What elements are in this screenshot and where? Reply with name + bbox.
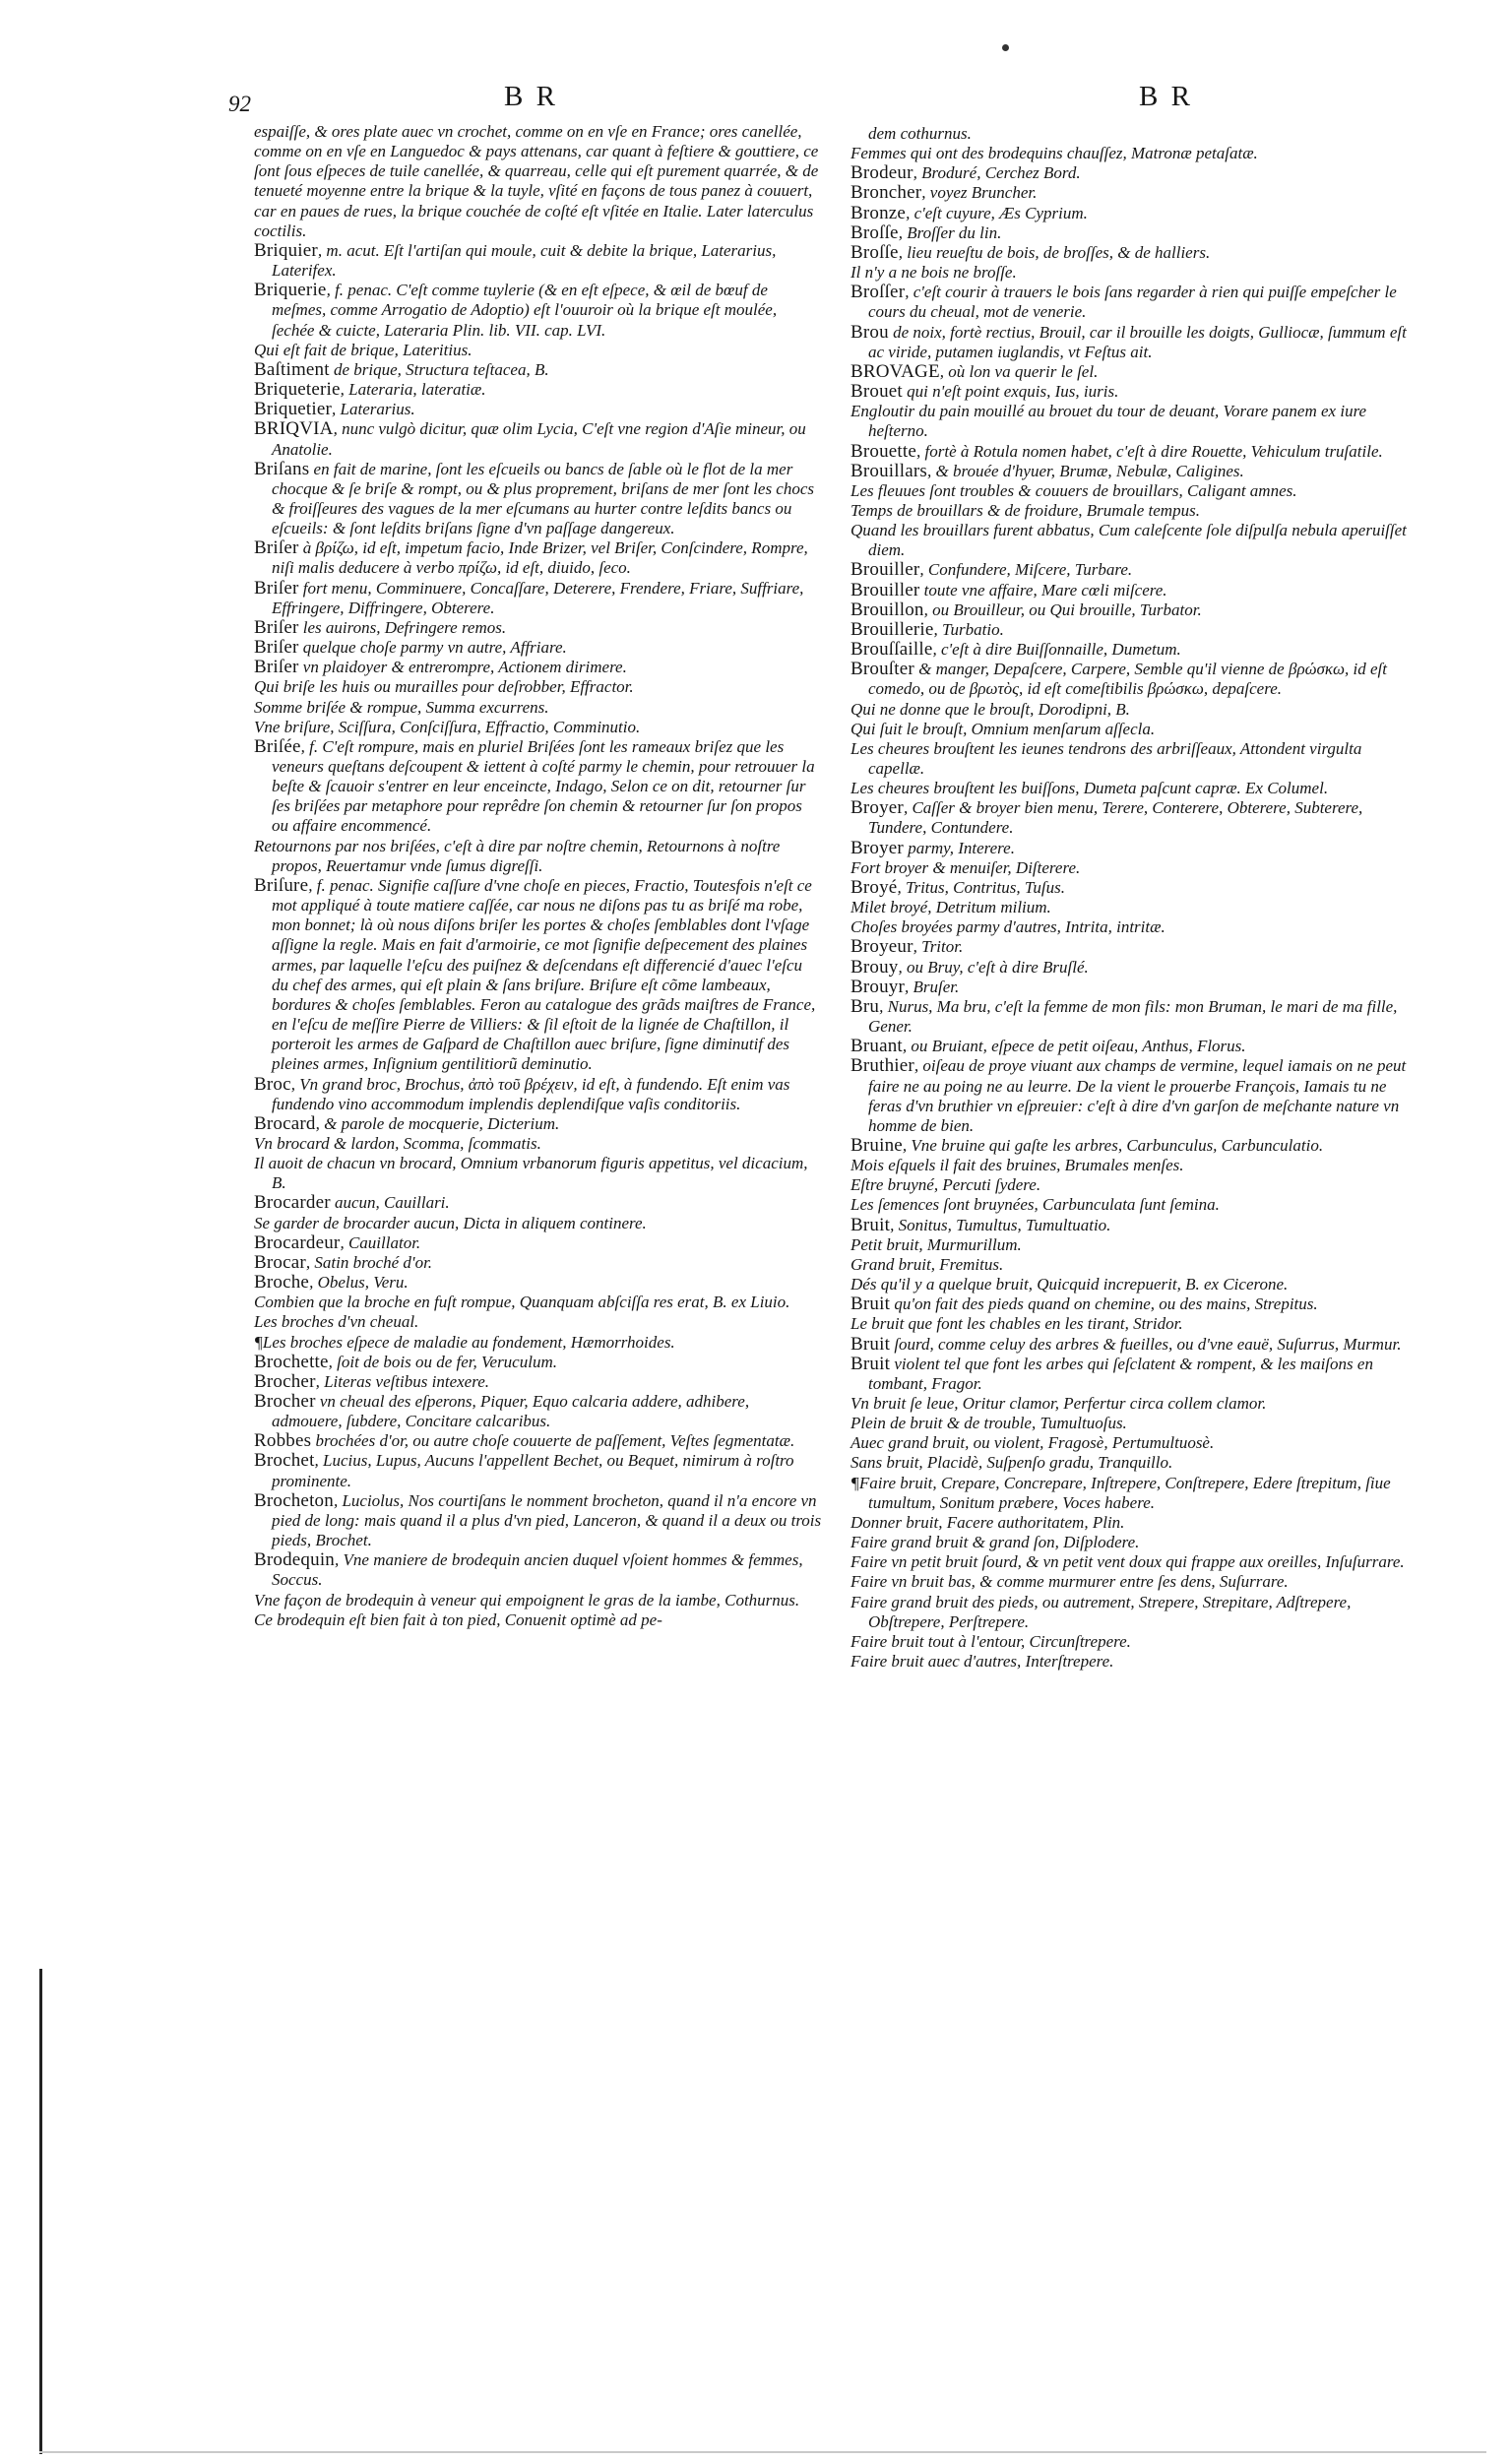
dictionary-entry: Le bruit que font les chables en les tirant, Stridor. (850, 1314, 1183, 1334)
dictionary-entry: Broſſe, lieu reueſtu de bois, de broſſes, & de halliers. (850, 241, 1211, 263)
dictionary-entry: Faire vn petit bruit ſourd, & vn petit vent doux qui frappe aux oreilles, Inſuſurrare. (850, 1552, 1405, 1572)
headword: Brouet (850, 381, 903, 403)
dictionary-entry: Brocardeur, Cauillator. (254, 1231, 421, 1253)
headword: Briſer (254, 637, 299, 659)
dictionary-entry: Brocar, Satin broché d'or. (254, 1251, 433, 1273)
headword: Broſſe (850, 221, 899, 243)
dictionary-entry: Mois eſquels il fait des bruines, Brumales menſes. (850, 1156, 1184, 1175)
headword: Brocardeur (254, 1231, 341, 1253)
dictionary-entry: Auec grand bruit, ou violent, Fragosè, Pertumultuosè. (850, 1433, 1215, 1453)
dictionary-entry: Broyer, Caſſer & broyer bien menu, Terere, Conterere, Obterere, Subterere, Tundere, Contundere. (850, 797, 1363, 838)
dictionary-entry: Brouillon, ou Brouilleur, ou Qui brouille, Turbator. (850, 599, 1202, 620)
headword: Broc (254, 1073, 291, 1095)
dictionary-entry: Robbes brochées d'or, ou autre choſe couuerte de paſſement, Veſtes ſegmentatæ. (254, 1430, 795, 1452)
dictionary-entry: dem cothurnus. (868, 124, 972, 143)
dictionary-entry: Briſée, f. C'eſt rompure, mais en pluriel Briſées ſont les rameaux briſez que les veneurs queſtans deſcoupent & iettent à coſté parmy le chemin, pour retrouuer la beſte & ſcauoir s'entrer en leur enceincte, Indago, Selon ce on dit, retourner ſur ſes briſées par metaphore pour reprêdre ſon chemin & retourner ſur ſon propos ou affaire encommencé. (254, 735, 815, 836)
dictionary-entry: Brodequin, Vne maniere de brodequin ancien duquel vſoient hommes & femmes, Soccus. (254, 1549, 803, 1590)
headword: Broyer (850, 797, 904, 819)
dictionary-entry: espaiſſe, & ores plate auec vn crochet, comme on en vſe en France; ores canellée, comme on en vſe en Languedoc & pays attenans, car quant à feſtiere & gouttiere, ce ſont ſous eſpeces de tuile canellée, & quarreau, celle qui eſt purement quarrée, & de tenueté moyenne entre la brique & la tuyle, vſité en façons de tous panez à couuert, car en paues de rues, la brique couchée de coſté eſt vſitée en Italie. Later laterculus coctilis. (254, 122, 819, 240)
dictionary-entry: Brouette, fortè à Rotula nomen habet, c'eſt à dire Rouette, Vehiculum truſatile. (850, 440, 1383, 462)
headword: Brocher (254, 1391, 316, 1412)
dictionary-entry: Brouſſaille, c'eſt à dire Buiſſonnaille, Dumetum. (850, 639, 1181, 661)
headword: Brouillerie (850, 618, 934, 640)
headword: Brouſter (850, 659, 914, 680)
dictionary-entry: Bruant, ou Bruiant, eſpece de petit oiſeau, Anthus, Florus. (850, 1036, 1246, 1057)
headword: Briſans (254, 458, 310, 479)
dictionary-entry: Brouillars, & brouée d'hyuer, Brumæ, Nebulæ, Caligines. (850, 460, 1244, 481)
dictionary-entry: Grand bruit, Fremitus. (850, 1254, 1004, 1274)
headword: Briſée (254, 735, 301, 757)
headword: Briſer (254, 657, 299, 678)
dictionary-entry: Engloutir du pain mouillé au brouet du tour de deuant, Vorare panem ex iure heſterno. (850, 402, 1367, 441)
dictionary-entry: Qui eſt fait de brique, Lateritius. (254, 340, 472, 359)
dictionary-entry: Somme briſée & rompue, Summa excurrens. (254, 697, 549, 717)
dictionary-entry: Faire bruit auec d'autres, Interſtrepere. (850, 1652, 1114, 1672)
right-column (850, 124, 1417, 1672)
dictionary-entry: Briſer les auirons, Defringere remos. (254, 616, 507, 638)
dictionary-entry: Bruine, Vne bruine qui gaſte les arbres, Carbunculus, Carbunculatio. (850, 1134, 1324, 1156)
dictionary-entry: Les ſemences ſont bruynées, Carbunculata ſunt ſemina. (850, 1195, 1220, 1215)
headword: Baſtiment (254, 358, 330, 380)
dictionary-entry: Briſer fort menu, Comminuere, Concaſſare, Deterere, Frendere, Friare, Suffriare, Effringere, Diffringere, Obterere. (254, 577, 804, 617)
headword: Brouyr (850, 976, 906, 997)
headword: Bruit (850, 1333, 891, 1355)
dictionary-entry: Faire grand bruit des pieds, ou autrement, Strepere, Strepitare, Adſtrepere, Obſtrepere, Perſtrepere. (850, 1592, 1352, 1631)
dictionary-entry: Vne briſure, Sciſſura, Conſciſſura, Effractio, Comminutio. (254, 717, 641, 736)
running-head-left: B R (504, 81, 558, 112)
dictionary-entry: Bruit violent tel que font les arbes qui ſeſclatent & rompent, & les maiſons en tombant, Fragor. (850, 1353, 1373, 1393)
page-number: 92 (228, 92, 251, 116)
dictionary-entry: Fort broyer & menuiſer, Diſterere. (850, 857, 1081, 877)
dictionary-entry: Il n'y a ne bois ne broſſe. (850, 263, 1017, 283)
dictionary-entry: Sans bruit, Placidè, Suſpenſo gradu, Tranquillo. (850, 1453, 1173, 1473)
headword: Robbes (254, 1430, 312, 1452)
headword: Brouſſaille (850, 639, 933, 661)
dictionary-entry: Bruit qu'on fait des pieds quand on chemine, ou des mains, Strepitus. (850, 1294, 1318, 1315)
dictionary-entry: Ce brodequin eſt bien fait à ton pied, Conuenit optimè ad pe- (254, 1609, 662, 1629)
dictionary-entry: Plein de bruit & de trouble, Tumultuoſus. (850, 1414, 1127, 1433)
dictionary-entry: Brocher, Literas veſtibus intexere. (254, 1370, 490, 1392)
dictionary-entry: Briquetier, Laterarius. (254, 399, 415, 420)
dictionary-entry: Briquier, m. acut. Eſt l'artiſan qui moule, cuit & debite la brique, Laterarius, Laterifex. (254, 239, 777, 281)
dictionary-entry: Broncher, voyez Bruncher. (850, 182, 1038, 204)
dictionary-entry: Temps de brouillars & de froidure, Brumale tempus. (850, 500, 1200, 520)
headword: Brocheton (254, 1489, 334, 1511)
headword: Brou (850, 321, 889, 343)
dictionary-entry: Brocarder aucun, Cauillari. (254, 1192, 450, 1214)
dictionary-entry: Se garder de brocarder aucun, Dicta in aliquem continere. (254, 1213, 647, 1232)
headword: Broche (254, 1272, 310, 1294)
dictionary-entry: Combien que la broche en fuſt rompue, Quanquam abſciſſa res erat, B. ex Liuio. (254, 1293, 790, 1312)
dictionary-entry: Brocher vn cheual des eſperons, Piquer, Equo calcaria addere, adhibere, admouere, ſubdere, Concitare calcaribus. (254, 1391, 750, 1431)
dictionary-entry: Femmes qui ont des brodequins chauſſez, Matronæ petaſatæ. (850, 144, 1258, 163)
dictionary-entry: Briſans en fait de marine, ſont les eſcueils ou bancs de ſable où le flot de la mer chocque & ſe briſe & rompt, ou & plus proprement, briſans de mer ſont les chocs & froiſſeures des vagues de la mer eſcumans au hurter contre leſdits bancs ou eſcueils: & ſont leſdits briſans ſigne d'vn paſſage dangereux. (254, 458, 815, 538)
dictionary-entry: Brocheton, Luciolus, Nos courtiſans le nomment brocheton, quand il n'a encore vn pied de long: mais quand il a plus d'vn pied, Lanceron, & quand il a deux ou trois pieds, Brochet. (254, 1489, 822, 1550)
headword: Briquetier (254, 399, 333, 420)
ink-speck (1002, 44, 1009, 51)
dictionary-entry: Qui ne donne que le brouſt, Dorodipni, B. (850, 699, 1130, 719)
dictionary-entry: BRIQVIA, nunc vulgò dicitur, quæ olim Lycia, C'eſt vne region d'Aſie mineur, ou Anatolie. (254, 418, 806, 459)
dictionary-entry: Brouillerie, Turbatio. (850, 618, 1004, 640)
dictionary-entry: Briſer à βρίζω, id eſt, impetum facio, Inde Brizer, vel Briſer, Conſcindere, Rompre, niſi malis deducere à verbo πρίζω, id eſt, diuido, ſeco. (254, 537, 808, 578)
dictionary-entry: Bru, Nurus, Ma bru, c'eſt la femme de mon fils: mon Bruman, le mari de ma fille, Gener. (850, 995, 1398, 1037)
headword: Brocard (254, 1112, 316, 1134)
headword: Briqueterie (254, 379, 341, 401)
dictionary-entry: Brouet qui n'eſt point exquis, Ius, iuris. (850, 381, 1119, 403)
headword: Briſure (254, 874, 309, 896)
dictionary-entry: Baſtiment de brique, Structura teſtacea, B. (254, 358, 549, 380)
dictionary-entry: Brouyr, Bruſer. (850, 976, 960, 997)
headword: Bruit (850, 1294, 891, 1315)
dictionary-entry: Milet broyé, Detritum milium. (850, 898, 1051, 917)
dictionary-entry: Brocard, & parole de mocquerie, Dicterium. (254, 1112, 560, 1134)
dictionary-entry: BROVAGE, où lon va querir le ſel. (850, 360, 1099, 382)
headword: Brocarder (254, 1192, 331, 1214)
dictionary-entry: Vne façon de brodequin à veneur qui empoignent le gras de la iambe, Cothurnus. (254, 1590, 800, 1609)
headword: BROVAGE (850, 360, 940, 382)
dictionary-entry: Brodeur, Broduré, Cerchez Bord. (850, 162, 1081, 184)
headword: Brouillars (850, 460, 927, 481)
headword: Bruthier (850, 1055, 914, 1077)
headword: Briquerie (254, 280, 327, 301)
dictionary-entry: Briſer quelque choſe parmy vn autre, Affriare. (254, 637, 567, 659)
headword: Brouiller (850, 579, 920, 600)
headword: Brochet (254, 1450, 315, 1472)
dictionary-entry: ¶Les broches eſpece de maladie au fondement, Hæmorrhoides. (254, 1332, 675, 1352)
dictionary-entry: Bronze, c'eſt cuyure, Æs Cyprium. (850, 202, 1088, 223)
dictionary-entry: Brouſter & manger, Depaſcere, Carpere, Semble qu'il vienne de βρώσκω, id eſt comedo, ou de βρωτὸς, id eſt comeſtibilis βρώσκω, depaſcere. (850, 659, 1387, 699)
headword: Broyeur (850, 936, 914, 958)
dictionary-entry: Vn brocard & lardon, Scomma, ſcommatis. (254, 1133, 541, 1153)
headword: Broyer (850, 837, 904, 858)
dictionary-entry: Bruit, Sonitus, Tumultus, Tumultuatio. (850, 1214, 1111, 1235)
dictionary-entry: Il auoit de chacun vn brocard, Omnium vrbanorum figuris appetitus, vel dicacium, B. (254, 1154, 808, 1193)
dictionary-entry: Brouiller, Confundere, Miſcere, Turbare. (850, 559, 1133, 581)
dictionary-entry: Faire grand bruit & grand ſon, Diſplodere. (850, 1533, 1140, 1552)
headword: Brocar (254, 1251, 306, 1273)
headword: Brodeur (850, 162, 914, 184)
headword: Broyé (850, 876, 898, 898)
headword: Bruit (850, 1214, 891, 1235)
dictionary-entry: Bruthier, oiſeau de proye viuant aux champs de vermine, lequel iamais on ne peut faire ne au poing ne au leurre. De la vient le prouerbe François, Iamais tu ne feras d'vn bruthier vn eſpreuier: c'eſt à dire d'vn garſon de meſchante nature vn homme de bien. (850, 1055, 1407, 1135)
running-head-right: B R (1139, 81, 1193, 112)
dictionary-entry: Retournons par nos briſées, c'eſt à dire par noſtre chemin, Retournons à noſtre propos, Reuertamur vnde ſumus digreſſi. (254, 836, 781, 875)
headword: Brodequin (254, 1549, 336, 1571)
headword: Briquier (254, 239, 318, 261)
headword: Brouy (850, 956, 899, 978)
headword: BRIQVIA (254, 418, 334, 440)
headword: Bronze (850, 202, 907, 223)
dictionary-entry: Qui briſe les huis ou murailles pour deſrobber, Effractor. (254, 677, 634, 697)
headword: Broſſe (850, 241, 899, 263)
margin-rule (39, 1969, 42, 2454)
dictionary-entry: Vn bruit ſe leue, Oritur clamor, Perfertur circa collem clamor. (850, 1394, 1267, 1413)
headword: Bruit (850, 1353, 891, 1374)
dictionary-entry: Broyer parmy, Interere. (850, 837, 1015, 858)
headword: Briſer (254, 616, 299, 638)
dictionary-entry: Brochet, Lucius, Lupus, Aucuns l'appellent Bechet, ou Bequet, nimirum à roſtro prominente. (254, 1450, 794, 1490)
dictionary-entry: Eſtre bruyné, Percuti ſydere. (850, 1175, 1041, 1195)
headword: Brouiller (850, 559, 920, 581)
dictionary-entry: Choſes broyées parmy d'autres, Intrita, intritæ. (850, 917, 1166, 937)
left-column (254, 122, 822, 1630)
dictionary-entry: Briqueterie, Lateraria, lateratiæ. (254, 379, 486, 401)
dictionary-entry: Dés qu'il y a quelque bruit, Quicquid increpuerit, B. ex Cicerone. (850, 1275, 1289, 1294)
headword: Bruine (850, 1134, 903, 1156)
headword: Broncher (850, 182, 922, 204)
dictionary-entry: Briſer vn plaidoyer & entrerompre, Actionem dirimere. (254, 657, 627, 678)
dictionary-entry: Broyeur, Tritor. (850, 936, 964, 958)
dictionary-entry: Brouiller toute vne affaire, Mare cœli miſcere. (850, 579, 1167, 600)
dictionary-entry: Broc, Vn grand broc, Brochus, ἀπὸ τοῦ βρέχειν, id eſt, à fundendo. Eſt enim vas fundendo vino accommodum implendis deplendiſque vaſis conditoriis. (254, 1073, 790, 1113)
headword: Brocher (254, 1370, 316, 1392)
dictionary-entry: Brou de noix, fortè rectius, Brouil, car il brouille les doigts, Gulliocæ, ſummum eſt ac viride, putamen iuglandis, vt Feſtus ait. (850, 321, 1407, 361)
dictionary-entry: Les fleuues ſont troubles & couuers de brouillars, Caligant amnes. (850, 480, 1297, 500)
headword: Brouette (850, 440, 917, 462)
dictionary-entry: Faire bruit tout à l'entour, Circunſtrepere. (850, 1631, 1131, 1651)
dictionary-entry: Les cheures brouſtent les buiſſons, Dumeta paſcunt capræ. Ex Columel. (850, 779, 1329, 798)
dictionary-entry: ¶Faire bruit, Crepare, Concrepare, Inſtrepere, Conſtrepere, Edere ſtrepitum, ſiue tumultum, Sonitum præbere, Voces habere. (850, 1473, 1391, 1512)
dictionary-entry: Les cheures brouſtent les ieunes tendrons des arbriſſeaux, Attondent virgulta capellæ. (850, 738, 1362, 778)
dictionary-entry: Brouy, ou Bruy, c'eſt à dire Bruſlé. (850, 956, 1089, 978)
dictionary-entry: Faire vn bruit bas, & comme murmurer entre ſes dens, Suſurrare. (850, 1572, 1289, 1592)
dictionary-entry: Briſure, f. penac. Signifie caſſure d'vne choſe en pieces, Fractio, Toutesfois n'eſt ce mot appliqué à toute matiere caſſée, car nous ne diſons pas tu as briſé ma robe, mon bonnet; là où nous diſons briſer les portes & choſes ſemblables dont l'vſage aſſigne la regle. Mais en fait d'armoirie, ce mot ſignifie deſpecement des plaines armes, par laquelle l'eſcu des puiſnez & deſcendans eſt differencié d'auec l'eſcu du chef des armes, qui eſt plain & ſans briſure. Briſure eſt cõme lambeaux, bordures & choſes ſemblables. Feron au catalogue des grãds maiſtres de France, en l'eſcu de meſſire Pierre de Villiers: & ſil eſtoit de la lignée de Chaſtillon, il porteroit les armes de Gaſpard de Chaſtillon auec briſure, ſigne diminutif des pleines armes, Inſignium gentilitiorũ deminutio. (254, 874, 816, 1074)
headword: Brouillon (850, 599, 924, 620)
headword: Bruant (850, 1036, 903, 1057)
dictionary-entry: Qui ſuit le brouſt, Omnium menſarum aſſecla. (850, 719, 1156, 738)
headword: Briſer (254, 577, 299, 599)
dictionary-entry: Broche, Obelus, Veru. (254, 1272, 409, 1294)
dictionary-entry: Broſſe, Broſſer du lin. (850, 221, 1002, 243)
headword: Briſer (254, 537, 299, 559)
headword: Bru (850, 995, 880, 1017)
dictionary-entry: Donner bruit, Facere authoritatem, Plin. (850, 1512, 1125, 1532)
dictionary-entry: Broſſer, c'eſt courir à trauers le bois ſans regarder à rien qui puiſſe empeſcher le cours du cheual, mot de venerie. (850, 282, 1397, 322)
dictionary-entry: Brochette, ſoit de bois ou de fer, Veruculum. (254, 1351, 557, 1372)
headword: Broſſer (850, 282, 906, 303)
dictionary-entry: Briquerie, f. penac. C'eſt comme tuylerie (& en eſt eſpece, & œil de bœuf de meſmes, comme Arrogatio de Adoptio) eſt l'ouuroir où la brique eſt moulée, ſechée & cuicte, Lateraria Plin. lib. VII. cap. LVI. (254, 280, 778, 340)
bottom-rule (39, 2451, 1486, 2453)
dictionary-entry: Bruit ſourd, comme celuy des arbres & fueilles, ou d'vne eauë, Suſurrus, Murmur. (850, 1333, 1402, 1355)
headword: Brochette (254, 1351, 329, 1372)
dictionary-entry: Broyé, Tritus, Contritus, Tuſus. (850, 876, 1065, 898)
dictionary-entry: Les broches d'vn cheual. (254, 1312, 419, 1332)
dictionary-entry: Petit bruit, Murmurillum. (850, 1234, 1022, 1254)
dictionary-entry: Quand les brouillars furent abbatus, Cum caleſcente ſole diſpulſa nebula aperuiſſet diem. (850, 521, 1407, 560)
